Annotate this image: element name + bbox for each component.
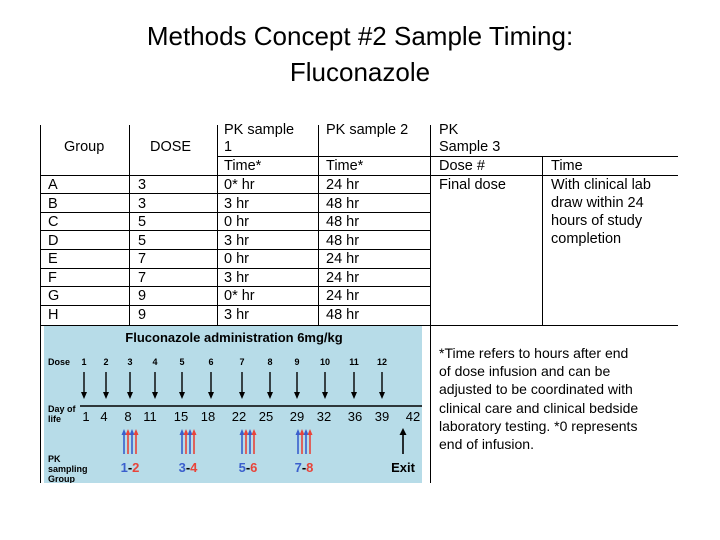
dose-arrow-head xyxy=(239,392,245,399)
pk-sampling-arrow-head xyxy=(188,429,193,435)
pk-sampling-arrow-head xyxy=(304,429,309,435)
day-of-life-number: 22 xyxy=(231,409,247,424)
cell-pk3-time-line-3: hours of study xyxy=(551,213,643,229)
day-of-life-number: 25 xyxy=(258,409,274,424)
day-of-life-number: 11 xyxy=(143,409,157,424)
pk-sampling-arrow-head xyxy=(252,429,257,435)
day-of-life-number: 32 xyxy=(316,409,332,424)
header-pk-sample-3: PK xyxy=(439,122,459,138)
dosing-timeline-diagram xyxy=(44,326,422,483)
footnote-line: laboratory testing. *0 represents xyxy=(439,417,638,434)
cell-group: H xyxy=(48,307,59,323)
cell-group: C xyxy=(48,214,59,230)
header-group: Group xyxy=(64,139,105,155)
pk-sampling-arrow-head xyxy=(296,429,301,435)
cell-pk1-time: 3 hr xyxy=(224,307,249,323)
dose-arrow-head xyxy=(179,392,185,399)
pk-sampling-arrow-head xyxy=(130,429,135,435)
header-dose-number: Dose # xyxy=(439,158,485,174)
timeline-title: Fluconazole administration 6mg/kg xyxy=(125,330,343,345)
dose-arrow-head xyxy=(103,392,109,399)
cell-pk2-time: 48 hr xyxy=(326,196,360,212)
dose-number: 10 xyxy=(319,357,331,367)
header-time-3: Time xyxy=(551,158,583,174)
day-of-life-number: 18 xyxy=(200,409,216,424)
cell-group: A xyxy=(48,177,58,193)
pk-sampling-group-label: 1-2 xyxy=(120,460,140,475)
pk-sampling-arrow-head xyxy=(300,429,305,435)
pk-sampling-arrow-head xyxy=(126,429,131,435)
dose-arrow-head xyxy=(351,392,357,399)
pk-sampling-label-line-1: PK xyxy=(48,454,61,464)
dose-number: 11 xyxy=(349,357,359,367)
slide-title-line-1: Methods Concept #2 Sample Timing: xyxy=(146,21,574,51)
pk-sampling-arrow-head xyxy=(244,429,249,435)
pk-sampling-label-line-3: Group xyxy=(48,474,75,483)
slide-title xyxy=(0,18,720,90)
cell-pk3-time-line-1: With clinical lab xyxy=(551,177,651,193)
cell-pk2-time: 24 hr xyxy=(326,288,360,304)
day-of-life-number: 8 xyxy=(124,409,132,424)
exit-label: Exit xyxy=(391,460,415,475)
cell-dose: 9 xyxy=(138,307,147,323)
dose-number: 4 xyxy=(152,357,158,367)
day-of-life-number: 1 xyxy=(82,409,90,424)
cell-dose: 3 xyxy=(138,196,147,212)
day-of-life-number: 29 xyxy=(289,409,305,424)
day-of-life-number: 36 xyxy=(347,409,363,424)
pk-sampling-group-label: 5-6 xyxy=(238,460,258,475)
dose-number: 7 xyxy=(239,357,245,367)
cell-group: E xyxy=(48,251,58,267)
day-of-life-number: 4 xyxy=(100,409,108,424)
cell-pk2-time: 48 hr xyxy=(326,307,360,323)
dose-arrow-head xyxy=(208,392,214,399)
dose-arrow-head xyxy=(379,392,385,399)
cell-dose: 5 xyxy=(138,214,147,230)
dose-number: 1 xyxy=(81,357,87,367)
cell-pk1-time: 0* hr xyxy=(224,288,255,304)
cell-pk3-time-line-4: completion xyxy=(551,231,622,247)
pk-sampling-arrow-head xyxy=(248,429,253,435)
pk-sampling-arrow-head xyxy=(122,429,127,435)
cell-pk1-time: 3 hr xyxy=(224,196,249,212)
dose-arrow-head xyxy=(322,392,328,399)
dose-arrow-head xyxy=(294,392,300,399)
dose-number: 3 xyxy=(127,357,133,367)
cell-pk2-time: 24 hr xyxy=(326,251,360,267)
cell-dose: 7 xyxy=(138,270,147,286)
dose-row-label: Dose xyxy=(48,357,71,367)
cell-dose: 7 xyxy=(138,251,147,267)
dose-number: 8 xyxy=(267,357,273,367)
header-dose: DOSE xyxy=(150,139,192,155)
cell-pk1-time: 3 hr xyxy=(224,233,249,249)
dose-number: 9 xyxy=(294,357,300,367)
cell-pk1-time: 3 hr xyxy=(224,270,249,286)
cell-pk2-time: 48 hr xyxy=(326,233,360,249)
dose-number: 6 xyxy=(208,357,214,367)
day-of-life-label-line-2: life xyxy=(48,414,62,424)
dose-arrow-head xyxy=(127,392,133,399)
pk-sampling-arrow-head xyxy=(308,429,313,435)
header-pk-sample-3-number: Sample 3 xyxy=(439,139,501,155)
cell-pk2-time: 24 hr xyxy=(326,177,360,193)
footnote-line: of dose infusion and can be xyxy=(439,363,611,380)
cell-dose: 3 xyxy=(138,177,147,193)
cell-pk2-time: 48 hr xyxy=(326,214,360,230)
cell-group: F xyxy=(48,270,57,286)
cell-pk3-time-line-2: draw within 24 xyxy=(551,195,644,211)
cell-group: B xyxy=(48,196,58,212)
footnote-line: end of infusion. xyxy=(439,436,534,453)
cell-dose: 5 xyxy=(138,233,147,249)
cell-dose: 9 xyxy=(138,288,147,304)
cell-pk1-time: 0 hr xyxy=(224,214,249,230)
slide-title-line-2: Fluconazole xyxy=(289,57,431,87)
dose-number: 5 xyxy=(179,357,185,367)
header-time-1: Time* xyxy=(224,158,262,174)
footnote-line: clinical care and clinical bedside xyxy=(439,399,639,416)
time-footnote xyxy=(439,344,675,453)
header-pk-sample-1: PK sample xyxy=(224,122,295,138)
cell-pk3-dose: Final dose xyxy=(439,177,506,193)
timeline-marks xyxy=(81,357,420,475)
pk-sampling-arrow-head xyxy=(240,429,245,435)
dose-arrow-head xyxy=(152,392,158,399)
day-of-life-label-line-1: Day of xyxy=(48,404,76,414)
pk-sampling-arrow-head xyxy=(134,429,139,435)
footnote-line: adjusted to be coordinated with xyxy=(439,381,633,398)
cell-pk1-time: 0 hr xyxy=(224,251,249,267)
header-pk-sample-2: PK sample 2 xyxy=(326,122,409,138)
timeline-canvas xyxy=(44,326,422,483)
day-of-life-number: 39 xyxy=(374,409,390,424)
day-of-life-number: 42 xyxy=(405,409,421,424)
pk-sampling-group-label: 7-8 xyxy=(294,460,314,475)
pk-sampling-arrow-head xyxy=(184,429,189,435)
dose-arrow-head xyxy=(267,392,273,399)
pk-sampling-group-label: 3-4 xyxy=(178,460,198,475)
cell-pk2-time: 24 hr xyxy=(326,270,360,286)
cell-group: G xyxy=(48,288,60,304)
day-of-life-number: 15 xyxy=(173,409,189,424)
dose-arrow-head xyxy=(81,392,87,399)
pk-sampling-label-line-2: sampling xyxy=(48,464,88,474)
pk-sampling-arrow-head xyxy=(180,429,185,435)
cell-group: D xyxy=(48,233,59,249)
header-time-2: Time* xyxy=(326,158,364,174)
exit-arrow-head xyxy=(400,428,407,435)
dose-number: 12 xyxy=(376,357,388,367)
header-pk-sample-1-number: 1 xyxy=(224,139,233,155)
footnote-line: *Time refers to hours after end xyxy=(439,345,629,361)
dose-number: 2 xyxy=(103,357,109,367)
cell-pk1-time: 0* hr xyxy=(224,177,255,193)
pk-sampling-arrow-head xyxy=(192,429,197,435)
